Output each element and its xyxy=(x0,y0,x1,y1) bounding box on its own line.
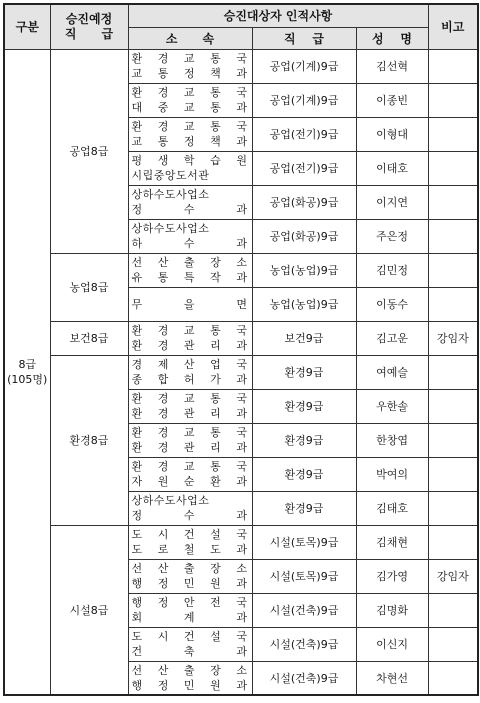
name-cell: 이형대 xyxy=(356,117,428,151)
note-cell xyxy=(428,185,478,219)
name-cell: 차현선 xyxy=(356,661,428,695)
dept-line: 환 경 교 통 국 xyxy=(131,460,248,473)
name-cell: 김태호 xyxy=(356,491,428,525)
dept-cell xyxy=(128,559,252,593)
note-cell xyxy=(428,423,478,457)
table-row xyxy=(4,49,478,83)
rank-cell: 환경9급 xyxy=(252,491,356,525)
rank-cell: 농업(농업)9급 xyxy=(252,253,356,287)
note-cell xyxy=(428,661,478,695)
dept-line: 환 경 교 통 국 xyxy=(131,52,248,65)
rank-cell: 환경9급 xyxy=(252,355,356,389)
dept-line: 평 생 학 습 원 xyxy=(131,154,248,167)
name-cell: 여예슬 xyxy=(356,355,428,389)
note-cell xyxy=(428,253,478,287)
dept-cell xyxy=(128,593,252,627)
name-cell: 김고운 xyxy=(356,321,428,355)
rank-cell: 환경9급 xyxy=(252,423,356,457)
rank-cell: 공업(화공)9급 xyxy=(252,185,356,219)
name-cell: 한창엽 xyxy=(356,423,428,457)
rank-cell: 환경9급 xyxy=(252,457,356,491)
header-group: 구분 xyxy=(4,4,50,49)
name-cell: 김채현 xyxy=(356,525,428,559)
note-cell xyxy=(428,151,478,185)
dept-cell xyxy=(128,491,252,525)
table-header xyxy=(4,4,478,49)
dept-cell xyxy=(128,185,252,219)
dept-line: 선 산 출 장 소 xyxy=(131,256,248,269)
header-candidate-info: 승진대상자 인적사항 xyxy=(128,4,428,27)
note-cell xyxy=(428,525,478,559)
dept-line: 상하수도사업소 xyxy=(131,188,210,201)
note-cell xyxy=(428,117,478,151)
dept-line: 환 경 교 통 국 xyxy=(131,392,248,405)
dept-line: 환 경 관 리 과 xyxy=(131,407,248,420)
dept-cell xyxy=(128,457,252,491)
name-cell: 김민정 xyxy=(356,253,428,287)
header-planned-rank-line1: 승진예정 xyxy=(65,11,113,26)
dept-line: 도 시 건 설 국 xyxy=(131,630,248,643)
dept-line: 무 을 면 xyxy=(131,297,248,311)
dept-line: 행 정 안 전 국 xyxy=(131,596,248,609)
rank-cell: 시설(토목)9급 xyxy=(252,525,356,559)
dept-line: 종 합 허 가 과 xyxy=(131,373,248,386)
dept-line: 교 통 정 책 과 xyxy=(131,67,248,80)
name-cell: 김선혁 xyxy=(356,49,428,83)
rank-cell: 환경9급 xyxy=(252,389,356,423)
table-row xyxy=(4,525,478,559)
name-cell: 이동수 xyxy=(356,287,428,321)
dept-line: 도 시 건 설 국 xyxy=(131,528,248,541)
note-cell xyxy=(428,627,478,661)
dept-line: 정 수 과 xyxy=(131,509,248,522)
name-cell: 이지연 xyxy=(356,185,428,219)
rank-cell: 시설(건축)9급 xyxy=(252,593,356,627)
rank-cell: 공업(전기)9급 xyxy=(252,151,356,185)
note-cell xyxy=(428,389,478,423)
rank-cell: 시설(건축)9급 xyxy=(252,661,356,695)
dept-line: 환 경 관 리 과 xyxy=(131,339,248,352)
name-cell: 우한솔 xyxy=(356,389,428,423)
table-body xyxy=(4,49,478,695)
dept-line: 교 통 정 책 과 xyxy=(131,135,248,148)
dept-line: 선 산 출 장 소 xyxy=(131,562,248,575)
name-cell: 주은정 xyxy=(356,219,428,253)
dept-line: 하 수 과 xyxy=(131,237,248,250)
dept-line: 유 통 특 작 과 xyxy=(131,271,248,284)
dept-line: 회 계 과 xyxy=(131,611,248,624)
dept-cell xyxy=(128,219,252,253)
dept-cell xyxy=(128,661,252,695)
header-rank: 직 급 xyxy=(252,27,356,49)
dept-cell xyxy=(128,287,252,321)
dept-line: 자 원 순 환 과 xyxy=(131,475,248,488)
rank-cell: 공업(전기)9급 xyxy=(252,117,356,151)
dept-cell xyxy=(128,525,252,559)
dept-cell xyxy=(128,83,252,117)
header-name: 성 명 xyxy=(356,27,428,49)
rank-cell: 시설(건축)9급 xyxy=(252,627,356,661)
rank-cell: 보건9급 xyxy=(252,321,356,355)
dept-cell xyxy=(128,117,252,151)
rank-cell: 농업(농업)9급 xyxy=(252,287,356,321)
table-row xyxy=(4,253,478,287)
dept-cell xyxy=(128,49,252,83)
promotion-candidates-table xyxy=(3,3,479,696)
name-cell: 박여의 xyxy=(356,457,428,491)
note-cell xyxy=(428,287,478,321)
dept-cell xyxy=(128,355,252,389)
dept-line: 정 수 과 xyxy=(131,203,248,216)
header-planned-rank-line2: 직 급 xyxy=(64,26,114,41)
dept-line: 상하수도사업소 xyxy=(131,494,210,507)
name-cell: 이태호 xyxy=(356,151,428,185)
rank-cell: 시설(토목)9급 xyxy=(252,559,356,593)
rank-cell: 공업(기계)9급 xyxy=(252,83,356,117)
group-label-line2: (105명) xyxy=(7,372,48,386)
planned-rank-cell: 농업8급 xyxy=(50,253,128,321)
dept-cell xyxy=(128,151,252,185)
note-cell xyxy=(428,49,478,83)
dept-line: 환 경 관 리 과 xyxy=(131,441,248,454)
name-cell: 이종빈 xyxy=(356,83,428,117)
dept-cell xyxy=(128,389,252,423)
dept-line: 경 제 산 업 국 xyxy=(131,358,248,371)
dept-line: 행 정 민 원 과 xyxy=(131,678,248,692)
dept-line: 시립중앙도서관 xyxy=(131,169,210,182)
dept-line: 행 정 민 원 과 xyxy=(131,577,248,590)
table-row xyxy=(4,321,478,355)
dept-line: 건 축 과 xyxy=(131,645,248,658)
note-cell: 강임자 xyxy=(428,559,478,593)
header-note: 비고 xyxy=(428,4,478,49)
dept-line: 환 경 교 통 국 xyxy=(131,120,248,133)
rank-cell: 공업(기계)9급 xyxy=(252,49,356,83)
dept-cell xyxy=(128,423,252,457)
name-cell: 김명화 xyxy=(356,593,428,627)
note-cell xyxy=(428,355,478,389)
planned-rank-cell: 시설8급 xyxy=(50,525,128,695)
dept-line: 환 경 교 통 국 xyxy=(131,324,248,337)
dept-line: 선 산 출 장 소 xyxy=(131,663,248,677)
rank-cell: 공업(화공)9급 xyxy=(252,219,356,253)
name-cell: 이신지 xyxy=(356,627,428,661)
name-cell: 김가영 xyxy=(356,559,428,593)
dept-cell xyxy=(128,627,252,661)
dept-line: 대 중 교 통 과 xyxy=(131,101,248,114)
promotion-table-sheet xyxy=(3,3,477,696)
dept-line: 환 경 교 통 국 xyxy=(131,426,248,439)
note-cell xyxy=(428,491,478,525)
note-cell xyxy=(428,219,478,253)
note-cell xyxy=(428,457,478,491)
table-row xyxy=(4,355,478,389)
planned-rank-cell: 보건8급 xyxy=(50,321,128,355)
header-planned-rank xyxy=(50,4,128,49)
planned-rank-cell: 환경8급 xyxy=(50,355,128,525)
group-cell xyxy=(4,49,50,695)
planned-rank-cell: 공업8급 xyxy=(50,49,128,253)
group-label-line1: 8급 xyxy=(18,357,37,371)
dept-line: 상하수도사업소 xyxy=(131,222,210,235)
note-cell: 강임자 xyxy=(428,321,478,355)
dept-cell xyxy=(128,253,252,287)
note-cell xyxy=(428,83,478,117)
header-dept: 소 속 xyxy=(128,27,252,49)
note-cell xyxy=(428,593,478,627)
dept-line: 도 로 철 도 과 xyxy=(131,543,248,556)
dept-cell xyxy=(128,321,252,355)
dept-line: 환 경 교 통 국 xyxy=(131,86,248,99)
